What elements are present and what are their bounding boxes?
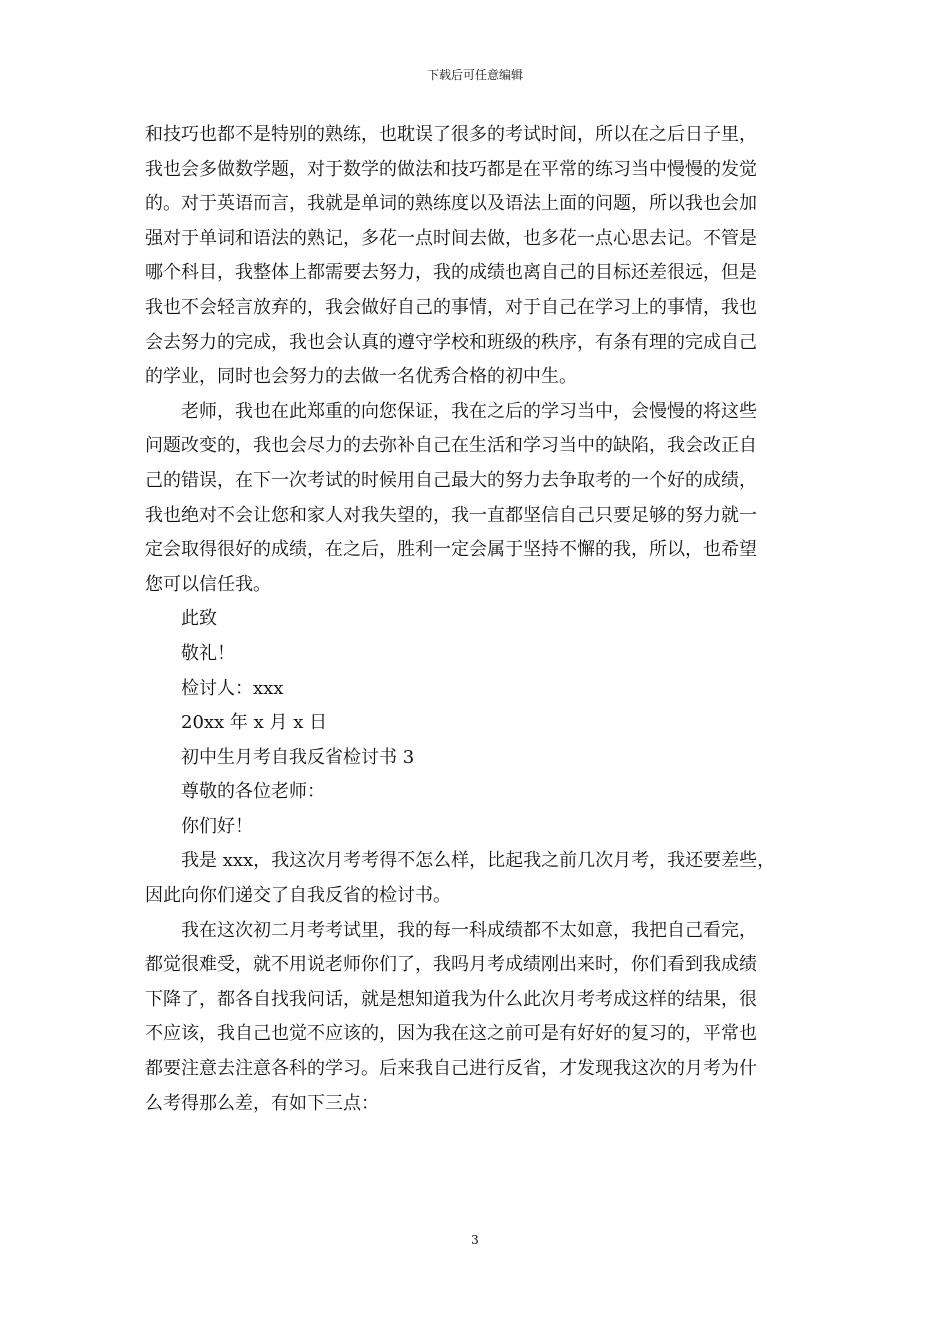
text-line: 定会取得很好的成绩，在之后，胜利一定会属于坚持不懈的我，所以，也希望 <box>145 539 757 561</box>
text-line: 哪个科目，我整体上都需要去努力，我的成绩也离自己的目标还差很远，但是 <box>145 262 757 284</box>
document-body <box>145 118 817 1121</box>
greeting: 你们好！ <box>181 815 253 837</box>
signature-author: 检讨人：xxx <box>181 677 284 699</box>
text-line: 不应该，我自己也觉不应该的，因为我在这之前可是有好好的复习的，平常也 <box>145 1023 757 1045</box>
text-line: 老师，我也在此郑重的向您保证，我在之后的学习当中，会慢慢的将这些 <box>181 400 757 422</box>
text-line: 下降了，都各自找我问话，就是想知道我为什么此次月考考成这样的结果，很 <box>145 988 757 1010</box>
signature-date: 20xx 年 x 月 x 日 <box>181 712 328 734</box>
page-header: 下载后可任意编辑 <box>426 68 523 82</box>
text-line: 和技巧也都不是特别的熟练，也耽误了很多的考试时间，所以在之后日子里， <box>145 124 757 145</box>
text-line: 强对于单词和语法的熟记，多花一点时间去做，也多花一点心思去记。不管是 <box>145 227 757 249</box>
greeting-recipient: 尊敬的各位老师： <box>181 781 325 803</box>
text-line: 我是 xxx，我这次月考考得不怎么样，比起我之前几次月考，我还要差些， <box>181 850 776 872</box>
text-line: 因此向你们递交了自我反省的检讨书。 <box>145 885 451 907</box>
text-line: 问题改变的，我也会尽力的去弥补自己在生活和学习当中的缺陷，我会改正自 <box>145 435 757 457</box>
text-line: 我也不会轻言放弃的，我会做好自己的事情，对于自己在学习上的事情，我也 <box>145 296 757 318</box>
text-line: 的。对于英语而言，我就是单词的熟练度以及语法上面的问题，所以我也会加 <box>145 193 757 215</box>
text-line: 我也绝对不会让您和家人对我失望的，我一直都坚信自己只要足够的努力就一 <box>145 504 757 526</box>
text-line: 的学业，同时也会努力的去做一名优秀合格的初中生。 <box>145 366 577 388</box>
section-title: 初中生月考自我反省检讨书 3 <box>181 746 415 768</box>
text-line: 我在这次初二月考考试里，我的每一科成绩都不太如意，我把自己看完， <box>181 919 757 941</box>
text-line: 己的错误，在下一次考试的时候用自己最大的努力去争取考的一个好的成绩， <box>145 469 757 491</box>
page-number: 3 <box>471 1233 479 1247</box>
text-line: 都要注意去注意各科的学习。后来我自己进行反省，才发现我这次的月考为什 <box>145 1058 757 1080</box>
text-line: 都觉很难受，就不用说老师你们了，我吗月考成绩刚出来时，你们看到我成绩 <box>145 954 757 976</box>
text-line: 会去努力的完成，我也会认真的遵守学校和班级的秩序，有条有理的完成自己 <box>145 331 757 353</box>
text-line: 您可以信任我。 <box>145 573 271 595</box>
text-line: 么考得那么差，有如下三点： <box>145 1092 379 1114</box>
text-line: 我也会多做数学题，对于数学的做法和技巧都是在平常的练习当中慢慢的发觉 <box>145 158 757 180</box>
salutation-regards: 敬礼！ <box>181 642 235 664</box>
salutation-closing: 此致 <box>181 608 217 630</box>
